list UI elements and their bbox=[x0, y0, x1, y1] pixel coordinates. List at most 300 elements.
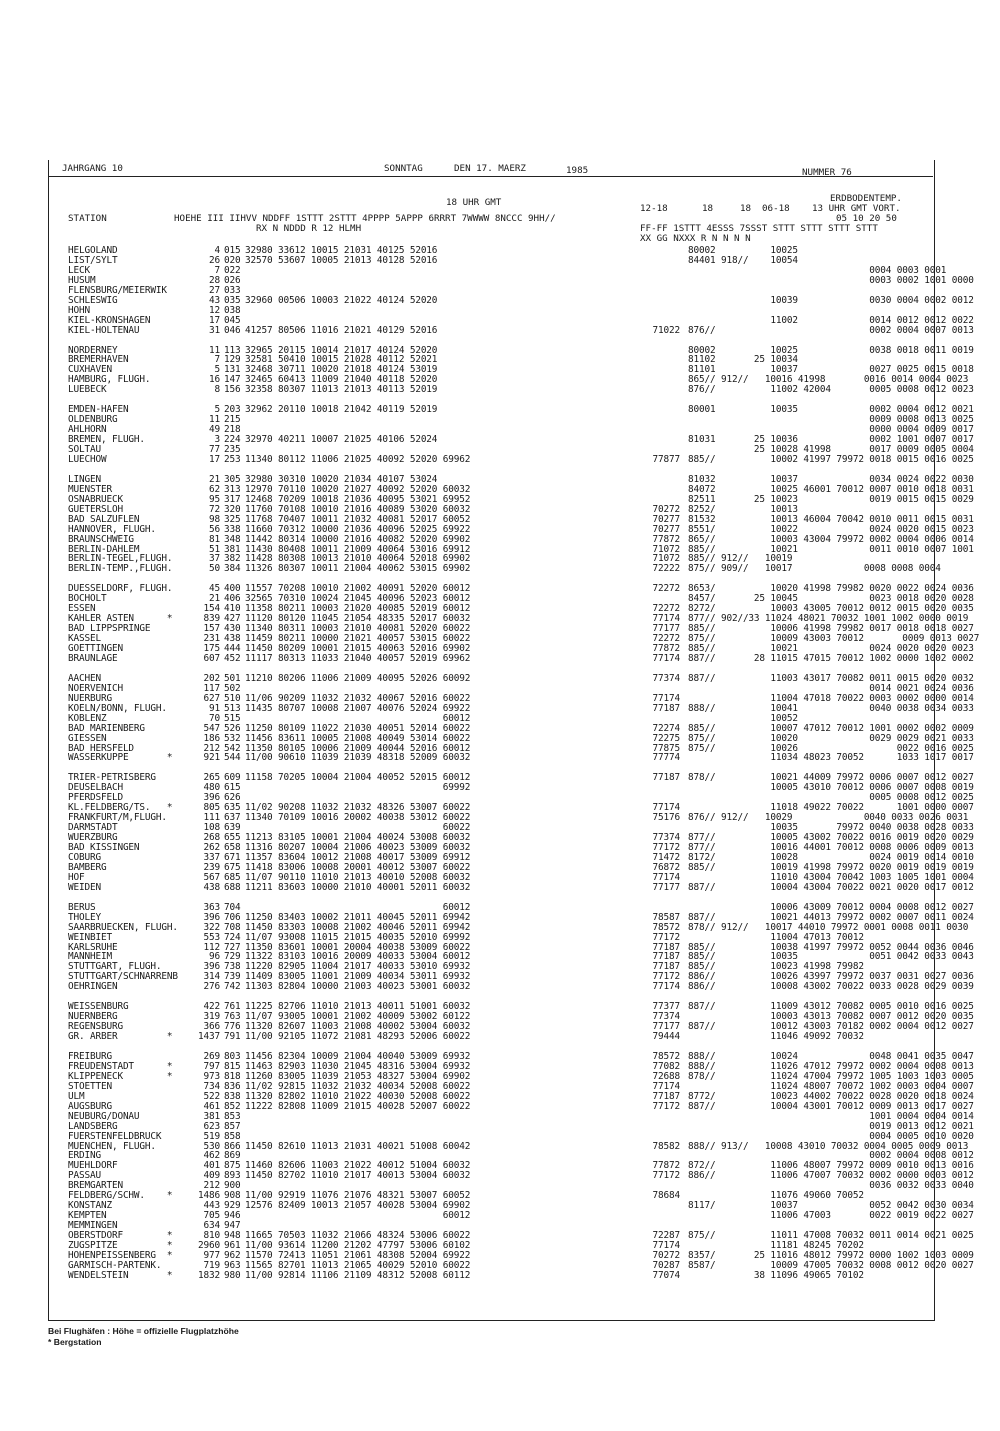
station-name: OBERSTDORF * bbox=[68, 1230, 173, 1241]
station-index: 218 bbox=[224, 424, 241, 435]
station-name: LUECHOW bbox=[68, 454, 107, 465]
station-name: BERLIN-TEGEL,FLUGH. bbox=[68, 553, 173, 564]
right-data: 81032 10037 0034 0024 0022 0030 bbox=[688, 474, 974, 485]
right-data: 0000 0004 0009 0017 bbox=[688, 424, 974, 435]
synop-data: 11/00 92814 11106 21109 48312 52008 60112 bbox=[245, 1270, 471, 1281]
right-data: 885// 10021 0011 0010 0007 1001 bbox=[688, 544, 974, 555]
right-data: 885// 10021 0024 0020 0020 0023 bbox=[688, 643, 974, 654]
right-data: 885// 10002 41997 79972 0018 0015 0016 0025 bbox=[688, 454, 974, 465]
station-name: GOETTINGEN bbox=[68, 643, 123, 654]
synop-data: 32465 60413 11009 21040 40118 52020 bbox=[245, 374, 438, 385]
station-elevation: 21 bbox=[209, 474, 220, 485]
synop-data: 11665 70503 11032 21066 48324 53006 60022 bbox=[245, 1230, 471, 1241]
station-index: 430 bbox=[224, 623, 241, 634]
station-index: 739 bbox=[224, 971, 241, 982]
synop-data: 32965 20115 10014 21017 40124 52020 bbox=[245, 345, 438, 356]
right-data: 875// 10020 0029 0029 0021 0033 bbox=[688, 733, 974, 744]
synop-data: 32570 53607 10005 21013 40128 52016 bbox=[245, 255, 438, 266]
station-index: 325 bbox=[224, 514, 241, 525]
synop-data: 11/06 90209 11032 21032 40067 52016 60022 bbox=[245, 693, 471, 704]
group-7wwww: 71072 bbox=[652, 553, 680, 564]
synop-data: 11463 82903 11030 21045 48316 53004 69932 bbox=[245, 1061, 471, 1072]
station-index: 655 bbox=[224, 832, 241, 843]
station-elevation: 381 bbox=[203, 1111, 220, 1122]
group-7wwww: 77774 bbox=[652, 752, 680, 763]
synop-data: 11/07 93005 10001 21002 40009 53002 60122 bbox=[245, 1011, 471, 1022]
station-name: ERDING bbox=[68, 1150, 101, 1161]
synop-data: 11316 80207 10004 21006 40023 53009 60032 bbox=[245, 842, 471, 853]
station-elevation: 422 bbox=[203, 1001, 220, 1012]
station-elevation: 839 bbox=[203, 613, 220, 624]
station-index: 438 bbox=[224, 633, 241, 644]
synop-data: 11225 82706 11010 21013 40011 51001 60032 bbox=[245, 1001, 471, 1012]
right-data: 885// 10035 0051 0042 0033 0043 bbox=[688, 951, 974, 962]
station-elevation: 31 bbox=[209, 325, 220, 336]
right-data: 888// 11026 47012 79972 0002 0004 0008 0013 bbox=[688, 1061, 974, 1072]
station-elevation: 108 bbox=[203, 822, 220, 833]
right-data: 877// 10005 43002 70022 0016 0019 0020 0029 bbox=[688, 832, 974, 843]
station-name: NEUBURG/DONAU bbox=[68, 1111, 140, 1122]
station-index: 452 bbox=[224, 653, 241, 664]
group-7wwww: 77177 bbox=[652, 882, 680, 893]
station-index: 947 bbox=[224, 1220, 241, 1231]
right-data: 84401 918// 10054 bbox=[688, 255, 798, 266]
station-name: KARLSRUHE bbox=[68, 942, 118, 953]
synop-data: 60012 bbox=[245, 713, 471, 724]
synop-data: 11435 80707 10008 21007 40076 52024 69922 bbox=[245, 703, 471, 714]
station-index: 961 bbox=[224, 1240, 241, 1251]
station-name: OLDENBURG bbox=[68, 414, 118, 425]
synop-data: 60012 bbox=[245, 1210, 471, 1221]
station-name: GUETERSLOH bbox=[68, 504, 123, 515]
right-data: 11046 49092 70032 bbox=[688, 1031, 864, 1042]
station-index: 637 bbox=[224, 812, 241, 823]
station-index: 253 bbox=[224, 454, 241, 465]
station-index: 313 bbox=[224, 484, 241, 495]
station-elevation: 977 bbox=[203, 1250, 220, 1261]
synop-data: 11428 80308 10013 21010 40064 52018 69902 bbox=[245, 553, 471, 564]
synop-data: 12970 70110 10020 21027 40092 52020 60032 bbox=[245, 484, 471, 495]
station-name: KIEL-HOLTENAU bbox=[68, 325, 140, 336]
station-elevation: 634 bbox=[203, 1220, 220, 1231]
station-index: 875 bbox=[224, 1160, 241, 1171]
right-data: 11004 47018 70022 0003 0002 0000 0014 bbox=[688, 693, 974, 704]
station-name: TRIER-PETRISBERG bbox=[68, 772, 156, 783]
station-index: 815 bbox=[224, 1061, 241, 1072]
station-name: KAHLER ASTEN * bbox=[68, 613, 173, 624]
station-elevation: 319 bbox=[203, 1011, 220, 1022]
right-data: 885// 10006 41998 79982 0017 0018 0018 0027 bbox=[688, 623, 974, 634]
station-index: 836 bbox=[224, 1081, 241, 1092]
station-elevation: 72 bbox=[209, 504, 220, 515]
station-name: ZUGSPITZE * bbox=[68, 1240, 173, 1251]
right-data: 886// 11006 47007 70032 0002 0000 0003 0012 bbox=[688, 1170, 974, 1181]
synop-data: 11456 82304 10009 21004 40040 53009 69932 bbox=[245, 1051, 471, 1062]
station-elevation: 5 bbox=[214, 404, 220, 415]
station-index: 706 bbox=[224, 912, 241, 923]
group-7wwww: 77374 bbox=[652, 832, 680, 843]
station-elevation: 56 bbox=[209, 524, 220, 535]
station-index: 869 bbox=[224, 1150, 241, 1161]
station-elevation: 7 bbox=[214, 354, 220, 365]
station-index: 510 bbox=[224, 693, 241, 704]
right-data: 875// 11011 47008 70032 0011 0014 0021 0025 bbox=[688, 1230, 974, 1241]
group-7wwww: 71022 bbox=[652, 325, 680, 336]
table-row bbox=[0, 246, 1000, 256]
synop-data: 11/00 90610 11039 21039 48318 52009 60032 bbox=[245, 752, 471, 763]
group-7wwww: 77872 bbox=[652, 643, 680, 654]
station-name: OSNABRUECK bbox=[68, 494, 123, 505]
group-7wwww: 77174 bbox=[652, 1081, 680, 1092]
station-elevation: 265 bbox=[203, 772, 220, 783]
soil-temp-time: 13 UHR GMT VORT. bbox=[812, 203, 901, 214]
right-data: 888// 10024 0048 0041 0035 0047 bbox=[688, 1051, 974, 1062]
station-elevation: 11 bbox=[209, 345, 220, 356]
station-elevation: 623 bbox=[203, 1121, 220, 1132]
station-name: ULM bbox=[68, 1091, 85, 1102]
right-data: 885// 912// 10019 bbox=[688, 553, 793, 564]
synop-data: 11303 82804 10000 21003 40023 53001 60032 bbox=[245, 981, 471, 992]
table-row bbox=[0, 385, 1000, 395]
station-elevation: 396 bbox=[203, 792, 220, 803]
right-data: 10006 43009 70012 0004 0008 0012 0027 bbox=[688, 902, 974, 913]
station-name: WEINBIET bbox=[68, 932, 112, 943]
group-7wwww: 77187 bbox=[652, 961, 680, 972]
right-data: 0002 0004 0008 0012 bbox=[688, 1150, 974, 1161]
right-data: 8551/ 10022 0024 0020 0015 0023 bbox=[688, 524, 974, 535]
station-elevation: 461 bbox=[203, 1101, 220, 1112]
station-name: HELGOLAND bbox=[68, 245, 118, 256]
station-index: 317 bbox=[224, 494, 241, 505]
station-index: 763 bbox=[224, 1011, 241, 1022]
station-name: EMDEN-HAFEN bbox=[68, 404, 129, 415]
station-elevation: 3 bbox=[214, 434, 220, 445]
group-7wwww: 77177 bbox=[652, 623, 680, 634]
station-elevation: 37 bbox=[209, 553, 220, 564]
group-7wwww: 78684 bbox=[652, 1190, 680, 1201]
station-index: 615 bbox=[224, 782, 241, 793]
group-7wwww: 72222 bbox=[652, 563, 680, 574]
right-data: 0019 0013 0012 0021 bbox=[688, 1121, 974, 1132]
synop-data: 11418 83006 10008 20001 40012 53007 60022 bbox=[245, 862, 471, 873]
right-data: 81101 10037 0027 0025 0015 0018 bbox=[688, 364, 974, 375]
group-7wwww: 77877 bbox=[652, 454, 680, 465]
right-data: 885// 10038 41997 79972 0052 0044 0036 0046 bbox=[688, 942, 974, 953]
right-data: 0004 0005 0010 0020 bbox=[688, 1131, 974, 1142]
group-7wwww: 77172 bbox=[652, 842, 680, 853]
right-data: 11076 49060 70052 bbox=[688, 1190, 864, 1201]
right-data: 81102 25 10034 bbox=[688, 354, 798, 365]
station-name: FRANKFURT/M,FLUGH. bbox=[68, 812, 167, 823]
station-index: 046 bbox=[224, 325, 241, 336]
station-name: SCHLESWIG bbox=[68, 295, 118, 306]
group-7wwww: 77172 bbox=[652, 1101, 680, 1112]
group-7wwww: 77187 bbox=[652, 951, 680, 962]
station-name: KASSEL bbox=[68, 633, 101, 644]
right-data: 8772/ 10023 44002 70022 0028 0020 0018 0024 bbox=[688, 1091, 974, 1102]
station-name: SAARBRUECKEN, FLUGH. bbox=[68, 922, 178, 933]
synop-data: 11660 70312 10000 21036 40096 52025 69922 bbox=[245, 524, 471, 535]
station-name: ESSEN bbox=[68, 603, 96, 614]
group-7wwww: 72272 bbox=[652, 583, 680, 594]
soil-temp-header: ERDBODENTEMP. bbox=[830, 193, 902, 204]
station-elevation: 607 bbox=[203, 653, 220, 664]
station-name: STOETTEN bbox=[68, 1081, 112, 1092]
right-data: 865// 10003 43004 79972 0002 0004 0006 0014 bbox=[688, 534, 974, 545]
right-data: 887// 10021 44013 79972 0002 0007 0011 0024 bbox=[688, 912, 974, 923]
right-data: 875// 10026 0022 0016 0025 bbox=[688, 743, 974, 754]
station-name: KL.FELDBERG/TS. * bbox=[68, 802, 173, 813]
station-elevation: 797 bbox=[203, 1061, 220, 1072]
group-7wwww: 71072 bbox=[652, 544, 680, 555]
group-7wwww: 72688 bbox=[652, 1071, 680, 1082]
station-elevation: 567 bbox=[203, 872, 220, 883]
station-index: 866 bbox=[224, 1141, 241, 1152]
station-name: FLENSBURG/MEIERWIK bbox=[68, 285, 167, 296]
station-index: 542 bbox=[224, 743, 241, 754]
station-index: 338 bbox=[224, 524, 241, 535]
synop-data: 11/07 93008 11015 21015 40035 52010 69992 bbox=[245, 932, 471, 943]
right-data: 865// 912// 10016 41998 0016 0014 0004 0023 bbox=[688, 374, 969, 385]
group-7wwww: 70287 bbox=[652, 1260, 680, 1271]
group-7wwww: 70272 bbox=[652, 1250, 680, 1261]
station-index: 727 bbox=[224, 942, 241, 953]
col-18b: 18 bbox=[740, 203, 752, 214]
station-index: 963 bbox=[224, 1260, 241, 1271]
column-header-line2: RX N NDDD R 12 HLMH bbox=[256, 223, 362, 234]
station-index: 803 bbox=[224, 1051, 241, 1062]
column-header-line1: HOEHE III IIHVV NDDFF 1STTT 2STTT 4PPPP 5APPP 6RRRT 7WWWW 8NCCC 9HH// bbox=[174, 213, 556, 224]
table-row bbox=[0, 883, 1000, 893]
station-elevation: 314 bbox=[203, 971, 220, 982]
station-name: BAD HERSFELD bbox=[68, 743, 134, 754]
group-7wwww: 77187 bbox=[652, 942, 680, 953]
station-elevation: 70 bbox=[209, 713, 220, 724]
station-index: 215 bbox=[224, 414, 241, 425]
synop-data: 11/02 90208 11032 21032 48326 53007 60022 bbox=[245, 802, 471, 813]
synop-data: 11220 82905 11004 21017 40033 53010 69932 bbox=[245, 961, 471, 972]
station-name: STUTTGART, FLUGH. bbox=[68, 961, 162, 972]
station-name: BERUS bbox=[68, 902, 96, 913]
group-7wwww: 78572 bbox=[652, 922, 680, 933]
group-7wwww: 72287 bbox=[652, 1230, 680, 1241]
station-index: 688 bbox=[224, 882, 241, 893]
synop-data: 11350 80105 10006 21009 40044 52016 60012 bbox=[245, 743, 471, 754]
station-name: BAD KISSINGEN bbox=[68, 842, 140, 853]
station-index: 515 bbox=[224, 713, 241, 724]
synop-data: 11250 83403 10002 21011 40045 52011 69942 bbox=[245, 912, 471, 923]
group-7wwww: 75176 bbox=[652, 812, 680, 823]
station-index: 382 bbox=[224, 553, 241, 564]
station-elevation: 396 bbox=[203, 912, 220, 923]
synop-data: 32962 20110 10018 21042 40119 52019 bbox=[245, 404, 438, 415]
station-name: KOBLENZ bbox=[68, 713, 107, 724]
station-index: 045 bbox=[224, 315, 241, 326]
station-elevation: 269 bbox=[203, 1051, 220, 1062]
station-elevation: 443 bbox=[203, 1200, 220, 1211]
station-index: 946 bbox=[224, 1210, 241, 1221]
station-index: 400 bbox=[224, 583, 241, 594]
station-name: LANDSBERG bbox=[68, 1121, 118, 1132]
station-elevation: 81 bbox=[209, 534, 220, 545]
station-name: BRAUNLAGE bbox=[68, 653, 118, 664]
station-name: NOERVENICH bbox=[68, 683, 123, 694]
right-data: 875// 909// 10017 0008 0008 0004 bbox=[688, 563, 941, 574]
synop-data: 11450 83303 10008 21002 40046 52011 69942 bbox=[245, 922, 471, 933]
station-index: 406 bbox=[224, 593, 241, 604]
station-name: BAD SALZUFLEN bbox=[68, 514, 140, 525]
station-index: 502 bbox=[224, 683, 241, 694]
station-name: LIST/SYLT bbox=[68, 255, 118, 266]
station-elevation: 276 bbox=[203, 981, 220, 992]
station-name: WEISSENBURG bbox=[68, 1001, 129, 1012]
gmt18-header: 18 UHR GMT bbox=[446, 197, 502, 208]
station-index: 658 bbox=[224, 842, 241, 853]
station-name: BAD LIPPSPRINGE bbox=[68, 623, 151, 634]
station-name: FUERSTENFELDBRUCK bbox=[68, 1131, 162, 1142]
right-data: 887// 10004 43001 70012 0009 0013 0017 0027 bbox=[688, 1101, 974, 1112]
right-data: 10039 0030 0004 0002 0012 bbox=[688, 295, 974, 306]
station-elevation: 212 bbox=[203, 1180, 220, 1191]
station-elevation: 26 bbox=[209, 255, 220, 266]
synop-data: 11409 83005 11001 21009 40034 53011 69932 bbox=[245, 971, 471, 982]
group-7wwww: 77172 bbox=[652, 932, 680, 943]
station-elevation: 396 bbox=[203, 961, 220, 972]
synop-data: 11250 80109 11022 21030 40051 52014 60022 bbox=[245, 723, 471, 734]
right-data: 0014 0021 0024 0036 bbox=[688, 683, 974, 694]
group-7wwww: 71472 bbox=[652, 852, 680, 863]
station-name: DUESSELDORF, FLUGH. bbox=[68, 583, 173, 594]
station-name: AHLHORN bbox=[68, 424, 107, 435]
station-name: HOHENPEISSENBERG * bbox=[68, 1250, 173, 1261]
station-elevation: 366 bbox=[203, 1021, 220, 1032]
station-elevation: 810 bbox=[203, 1230, 220, 1241]
group-7wwww: 70277 bbox=[652, 514, 680, 525]
station-elevation: 363 bbox=[203, 902, 220, 913]
station-elevation: 530 bbox=[203, 1141, 220, 1152]
synop-data: 12576 82409 10013 21057 40028 53004 69902 bbox=[245, 1200, 471, 1211]
station-elevation: 91 bbox=[209, 703, 220, 714]
station-index: 129 bbox=[224, 354, 241, 365]
station-index: 113 bbox=[224, 345, 241, 356]
right-data: 8653/ 10020 41998 79982 0020 0022 0024 0036 bbox=[688, 583, 974, 594]
station-name: LINGEN bbox=[68, 474, 101, 485]
station-index: 857 bbox=[224, 1121, 241, 1132]
station-elevation: 322 bbox=[203, 922, 220, 933]
station-index: 410 bbox=[224, 603, 241, 614]
right-data: 11034 48023 70052 1033 1017 0017 bbox=[688, 752, 974, 763]
synop-data: 11322 83103 10016 20009 40033 53004 60012 bbox=[245, 951, 471, 962]
station-name: KIEL-KRONSHAGEN bbox=[68, 315, 151, 326]
right-data: 876// 0002 0004 0007 0013 bbox=[688, 325, 974, 336]
station-elevation: 239 bbox=[203, 862, 220, 873]
station-name: FREUDENSTADT * bbox=[68, 1061, 173, 1072]
synop-data: 11/00 92105 11072 21081 48293 52006 60022 bbox=[245, 1031, 471, 1042]
station-elevation: 1437 bbox=[198, 1031, 220, 1042]
synop-data: 11260 83005 11039 21053 48327 53004 69902 bbox=[245, 1071, 471, 1082]
station-elevation: 77 bbox=[209, 444, 220, 455]
right-data: 876// 11002 42004 0005 0008 0012 0023 bbox=[688, 384, 974, 395]
table-row bbox=[0, 1271, 1000, 1281]
station-elevation: 973 bbox=[203, 1071, 220, 1082]
station-index: 513 bbox=[224, 703, 241, 714]
station-index: 704 bbox=[224, 902, 241, 913]
station-name: HAMBURG, FLUGH. bbox=[68, 374, 151, 385]
station-elevation: 17 bbox=[209, 315, 220, 326]
right-data: 11024 48007 70072 1002 0003 0004 0007 bbox=[688, 1081, 974, 1092]
station-index: 893 bbox=[224, 1170, 241, 1181]
synop-data: 32468 30711 10020 21018 40124 53019 bbox=[245, 364, 438, 375]
right-data: 11018 49022 70022 1001 0000 0007 bbox=[688, 802, 974, 813]
station-name: KEMPTEN bbox=[68, 1210, 107, 1221]
station-elevation: 1832 bbox=[198, 1270, 220, 1281]
station-name: PFERDSFELD bbox=[68, 792, 123, 803]
station-index: 348 bbox=[224, 534, 241, 545]
synop-data: 11450 80209 10001 21015 40063 52016 69902 bbox=[245, 643, 471, 654]
station-index: 427 bbox=[224, 613, 241, 624]
station-index: 156 bbox=[224, 384, 241, 395]
table-row bbox=[0, 1211, 1000, 1221]
station-elevation: 11 bbox=[209, 414, 220, 425]
station-elevation: 175 bbox=[203, 643, 220, 654]
station-index: 776 bbox=[224, 1021, 241, 1032]
right-data: 10003 43013 70082 0007 0012 0020 0035 bbox=[688, 1011, 974, 1022]
synop-data: 11557 70208 10010 21002 40091 52020 60012 bbox=[245, 583, 471, 594]
synop-data: 11/00 92919 11076 21076 48321 53007 60052 bbox=[245, 1190, 471, 1201]
station-name: WASSERKUPPE * bbox=[68, 752, 173, 763]
right-data: 886// 10026 43997 79972 0037 0031 0027 0036 bbox=[688, 971, 974, 982]
station-elevation: 231 bbox=[203, 633, 220, 644]
station-elevation: 117 bbox=[203, 683, 220, 694]
synop-data: 11350 83601 10001 20004 40038 53009 60022 bbox=[245, 942, 471, 953]
synop-data: 11460 82606 11003 21022 40012 51004 60032 bbox=[245, 1160, 471, 1171]
station-index: 853 bbox=[224, 1111, 241, 1122]
right-data: 11004 47013 70012 bbox=[688, 932, 864, 943]
station-name: HANNOVER, FLUGH. bbox=[68, 524, 156, 535]
group-7wwww: 77174 bbox=[652, 872, 680, 883]
station-elevation: 719 bbox=[203, 1260, 220, 1271]
group-7wwww: 77872 bbox=[652, 534, 680, 545]
station-elevation: 98 bbox=[209, 514, 220, 525]
station-name: AACHEN bbox=[68, 673, 101, 684]
synop-data: 11158 70205 10004 21004 40052 52015 60012 bbox=[245, 772, 471, 783]
synop-data: 11442 80314 10000 21016 40082 52020 69902 bbox=[245, 534, 471, 545]
synop-data: 11320 82607 11003 21008 40002 53004 60032 bbox=[245, 1021, 471, 1032]
synop-data: 32960 00506 10003 21022 40124 52020 bbox=[245, 295, 438, 306]
synop-data: 32980 30310 10020 21034 40107 53024 bbox=[245, 474, 438, 485]
station-index: 675 bbox=[224, 862, 241, 873]
synop-data: 32980 33612 10015 21031 40125 52016 bbox=[245, 245, 438, 256]
station-index: 038 bbox=[224, 305, 241, 316]
col-12-18: 12-18 bbox=[640, 203, 668, 214]
station-name: BREMGARTEN bbox=[68, 1180, 123, 1191]
station-index: 900 bbox=[224, 1180, 241, 1191]
synop-data: 11213 83105 10001 21004 40024 53008 60032 bbox=[245, 832, 471, 843]
station-name: THOLEY bbox=[68, 912, 101, 923]
right-data: 10052 bbox=[688, 713, 798, 724]
right-data: 887// 11003 43017 70082 0011 0015 0020 0032 bbox=[688, 673, 974, 684]
station-elevation: 157 bbox=[203, 623, 220, 634]
synop-data: 11117 80313 11033 21040 40057 52019 69962 bbox=[245, 653, 471, 664]
station-index: 729 bbox=[224, 951, 241, 962]
group-7wwww: 77872 bbox=[652, 1160, 680, 1171]
station-elevation: 409 bbox=[203, 1170, 220, 1181]
right-data: 0003 0002 1001 0000 bbox=[688, 275, 974, 286]
group-7wwww: 77174 bbox=[652, 1240, 680, 1251]
synop-data: 11210 80206 11006 21009 40095 52026 60092 bbox=[245, 673, 471, 684]
station-elevation: 2960 bbox=[198, 1240, 220, 1251]
station-name: REGENSBURG bbox=[68, 1021, 123, 1032]
